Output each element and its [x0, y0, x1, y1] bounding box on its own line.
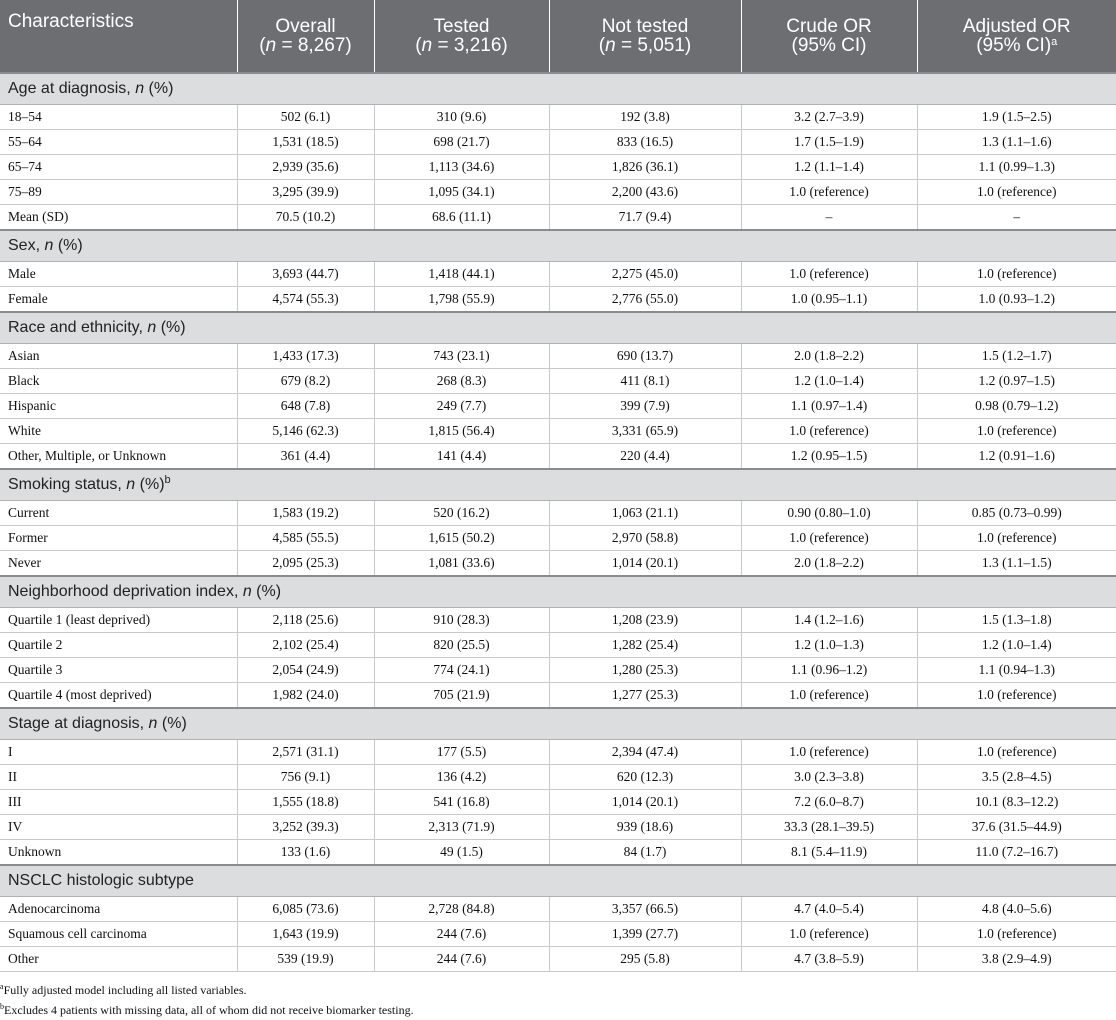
- overall-cell: 3,252 (39.3): [237, 815, 374, 840]
- not-tested-cell: 1,826 (36.1): [549, 155, 741, 180]
- tested-cell: 49 (1.5): [374, 840, 549, 866]
- overall-cell: 2,054 (24.9): [237, 658, 374, 683]
- adjusted-or-cell: 0.98 (0.79–1.2): [917, 394, 1116, 419]
- row-label: III: [0, 790, 237, 815]
- overall-cell: 2,118 (25.6): [237, 608, 374, 633]
- overall-cell: 2,571 (31.1): [237, 740, 374, 765]
- adjusted-or-cell: 1.0 (reference): [917, 262, 1116, 287]
- adjusted-or-cell: –: [917, 205, 1116, 231]
- table-row: [0, 608, 1116, 633]
- table-row: [0, 287, 1116, 313]
- crude-or-cell: 1.0 (reference): [741, 262, 917, 287]
- header-adjusted-or: Adjusted OR (95% CI)$^a$: [917, 0, 1116, 73]
- tested-cell: 244 (7.6): [374, 922, 549, 947]
- crude-or-cell: 4.7 (4.0–5.4): [741, 897, 917, 922]
- tested-cell: 520 (16.2): [374, 501, 549, 526]
- table-row: [0, 501, 1116, 526]
- section-header: [0, 576, 1116, 608]
- row-label: Asian: [0, 344, 237, 369]
- crude-or-cell: 1.0 (reference): [741, 740, 917, 765]
- not-tested-cell: 3,331 (65.9): [549, 419, 741, 444]
- row-label: 65–74: [0, 155, 237, 180]
- overall-cell: 648 (7.8): [237, 394, 374, 419]
- not-tested-cell: 399 (7.9): [549, 394, 741, 419]
- tested-cell: 244 (7.6): [374, 947, 549, 972]
- table-row: [0, 633, 1116, 658]
- adjusted-or-cell: 1.0 (reference): [917, 419, 1116, 444]
- section-title: Smoking status, n (%)$^b$: [0, 469, 1116, 501]
- crude-or-cell: 1.7 (1.5–1.9): [741, 130, 917, 155]
- crude-or-cell: 7.2 (6.0–8.7): [741, 790, 917, 815]
- not-tested-cell: 833 (16.5): [549, 130, 741, 155]
- crude-or-cell: 0.90 (0.80–1.0): [741, 501, 917, 526]
- adjusted-or-cell: 1.0 (reference): [917, 180, 1116, 205]
- table-row: [0, 658, 1116, 683]
- not-tested-cell: 1,063 (21.1): [549, 501, 741, 526]
- header-crude-or: Crude OR (95% CI): [741, 0, 917, 73]
- table-row: [0, 394, 1116, 419]
- tested-cell: 1,081 (33.6): [374, 551, 549, 577]
- row-label: Current: [0, 501, 237, 526]
- overall-cell: 1,433 (17.3): [237, 344, 374, 369]
- row-label: Black: [0, 369, 237, 394]
- overall-cell: 539 (19.9): [237, 947, 374, 972]
- crude-or-cell: 8.1 (5.4–11.9): [741, 840, 917, 866]
- table-row: [0, 526, 1116, 551]
- tested-cell: 698 (21.7): [374, 130, 549, 155]
- tested-cell: 1,095 (34.1): [374, 180, 549, 205]
- tested-cell: 136 (4.2): [374, 765, 549, 790]
- row-label: Other, Multiple, or Unknown: [0, 444, 237, 470]
- adjusted-or-cell: 1.0 (0.93–1.2): [917, 287, 1116, 313]
- overall-cell: 756 (9.1): [237, 765, 374, 790]
- row-label: White: [0, 419, 237, 444]
- not-tested-cell: 84 (1.7): [549, 840, 741, 866]
- row-label: Other: [0, 947, 237, 972]
- row-label: I: [0, 740, 237, 765]
- adjusted-or-cell: 1.9 (1.5–2.5): [917, 105, 1116, 130]
- not-tested-cell: 1,277 (25.3): [549, 683, 741, 709]
- crude-or-cell: 1.0 (reference): [741, 419, 917, 444]
- crude-or-cell: 4.7 (3.8–5.9): [741, 947, 917, 972]
- footnote-a: $^a$Fully adjusted model including all listed variables.: [0, 982, 247, 997]
- overall-cell: 2,939 (35.6): [237, 155, 374, 180]
- adjusted-or-cell: 1.0 (reference): [917, 683, 1116, 709]
- section-title: NSCLC histologic subtype: [0, 865, 1116, 897]
- not-tested-cell: 1,280 (25.3): [549, 658, 741, 683]
- adjusted-or-cell: 1.0 (reference): [917, 740, 1116, 765]
- row-label: II: [0, 765, 237, 790]
- table-row: [0, 922, 1116, 947]
- tested-cell: 774 (24.1): [374, 658, 549, 683]
- overall-cell: 1,583 (19.2): [237, 501, 374, 526]
- row-label: Quartile 1 (least deprived): [0, 608, 237, 633]
- table-row: [0, 765, 1116, 790]
- row-label: Quartile 3: [0, 658, 237, 683]
- not-tested-cell: 220 (4.4): [549, 444, 741, 470]
- tested-cell: 1,815 (56.4): [374, 419, 549, 444]
- tested-cell: 249 (7.7): [374, 394, 549, 419]
- table-row: [0, 790, 1116, 815]
- table-row: [0, 419, 1116, 444]
- table-row: [0, 155, 1116, 180]
- crude-or-cell: 1.2 (1.0–1.3): [741, 633, 917, 658]
- not-tested-cell: 295 (5.8): [549, 947, 741, 972]
- table-row: [0, 180, 1116, 205]
- adjusted-or-cell: 0.85 (0.73–0.99): [917, 501, 1116, 526]
- table-row: [0, 262, 1116, 287]
- adjusted-or-cell: 11.0 (7.2–16.7): [917, 840, 1116, 866]
- footnote-b: $^b$Excludes 4 patients with missing data, all of whom did not receive biomarker testing.: [0, 1002, 414, 1017]
- tested-cell: 1,798 (55.9): [374, 287, 549, 313]
- adjusted-or-cell: 1.2 (0.97–1.5): [917, 369, 1116, 394]
- table-row: [0, 897, 1116, 922]
- row-label: Adenocarcinoma: [0, 897, 237, 922]
- crude-or-cell: 1.1 (0.97–1.4): [741, 394, 917, 419]
- not-tested-cell: 71.7 (9.4): [549, 205, 741, 231]
- adjusted-or-cell: 1.0 (reference): [917, 526, 1116, 551]
- not-tested-cell: 1,208 (23.9): [549, 608, 741, 633]
- table-row: [0, 444, 1116, 470]
- tested-cell: 2,313 (71.9): [374, 815, 549, 840]
- crude-or-cell: 2.0 (1.8–2.2): [741, 344, 917, 369]
- not-tested-cell: 690 (13.7): [549, 344, 741, 369]
- table-row: [0, 130, 1116, 155]
- crude-or-cell: 2.0 (1.8–2.2): [741, 551, 917, 577]
- adjusted-or-cell: 1.3 (1.1–1.5): [917, 551, 1116, 577]
- section-header: [0, 865, 1116, 897]
- section-title: Sex, n (%): [0, 230, 1116, 262]
- section-title: Neighborhood deprivation index, n (%): [0, 576, 1116, 608]
- overall-cell: 361 (4.4): [237, 444, 374, 470]
- table-row: [0, 551, 1116, 577]
- row-label: IV: [0, 815, 237, 840]
- table-row: [0, 683, 1116, 709]
- row-label: Quartile 2: [0, 633, 237, 658]
- not-tested-cell: 2,275 (45.0): [549, 262, 741, 287]
- tested-cell: 2,728 (84.8): [374, 897, 549, 922]
- table-body: [0, 73, 1116, 972]
- overall-cell: 4,585 (55.5): [237, 526, 374, 551]
- overall-cell: 3,295 (39.9): [237, 180, 374, 205]
- adjusted-or-cell: 37.6 (31.5–44.9): [917, 815, 1116, 840]
- adjusted-or-cell: 1.5 (1.2–1.7): [917, 344, 1116, 369]
- adjusted-or-cell: 1.3 (1.1–1.6): [917, 130, 1116, 155]
- row-label: Unknown: [0, 840, 237, 866]
- not-tested-cell: 2,776 (55.0): [549, 287, 741, 313]
- not-tested-cell: 192 (3.8): [549, 105, 741, 130]
- section-title: Stage at diagnosis, n (%): [0, 708, 1116, 740]
- not-tested-cell: 2,200 (43.6): [549, 180, 741, 205]
- crude-or-cell: 33.3 (28.1–39.5): [741, 815, 917, 840]
- not-tested-cell: 2,394 (47.4): [549, 740, 741, 765]
- table-row: [0, 344, 1116, 369]
- not-tested-cell: 1,399 (27.7): [549, 922, 741, 947]
- tested-cell: 268 (8.3): [374, 369, 549, 394]
- row-label: Mean (SD): [0, 205, 237, 231]
- tested-cell: 910 (28.3): [374, 608, 549, 633]
- adjusted-or-cell: 1.5 (1.3–1.8): [917, 608, 1116, 633]
- header-not-tested: Not tested (n = 5,051): [549, 0, 741, 73]
- header-overall: Overall (n = 8,267): [237, 0, 374, 73]
- adjusted-or-cell: 4.8 (4.0–5.6): [917, 897, 1116, 922]
- row-label: Never: [0, 551, 237, 577]
- overall-cell: 70.5 (10.2): [237, 205, 374, 231]
- header-row: [0, 0, 1116, 73]
- section-header: [0, 708, 1116, 740]
- adjusted-or-cell: 3.5 (2.8–4.5): [917, 765, 1116, 790]
- header-tested: Tested (n = 3,216): [374, 0, 549, 73]
- adjusted-or-cell: 1.0 (reference): [917, 922, 1116, 947]
- row-label: Former: [0, 526, 237, 551]
- tested-cell: 68.6 (11.1): [374, 205, 549, 231]
- crude-or-cell: 1.2 (1.0–1.4): [741, 369, 917, 394]
- crude-or-cell: 1.0 (0.95–1.1): [741, 287, 917, 313]
- row-label: 18–54: [0, 105, 237, 130]
- row-label: Male: [0, 262, 237, 287]
- overall-cell: 2,095 (25.3): [237, 551, 374, 577]
- not-tested-cell: 3,357 (66.5): [549, 897, 741, 922]
- overall-cell: 679 (8.2): [237, 369, 374, 394]
- tested-cell: 743 (23.1): [374, 344, 549, 369]
- overall-cell: 6,085 (73.6): [237, 897, 374, 922]
- row-label: Squamous cell carcinoma: [0, 922, 237, 947]
- section-header: [0, 230, 1116, 262]
- row-label: Hispanic: [0, 394, 237, 419]
- adjusted-or-cell: 1.1 (0.94–1.3): [917, 658, 1116, 683]
- table-row: [0, 947, 1116, 972]
- row-label: 55–64: [0, 130, 237, 155]
- overall-cell: 1,555 (18.8): [237, 790, 374, 815]
- not-tested-cell: 1,282 (25.4): [549, 633, 741, 658]
- row-label: Female: [0, 287, 237, 313]
- overall-cell: 2,102 (25.4): [237, 633, 374, 658]
- table-row: [0, 815, 1116, 840]
- crude-or-cell: 1.2 (1.1–1.4): [741, 155, 917, 180]
- tested-cell: 1,615 (50.2): [374, 526, 549, 551]
- section-header: [0, 469, 1116, 501]
- adjusted-or-cell: 10.1 (8.3–12.2): [917, 790, 1116, 815]
- tested-cell: 141 (4.4): [374, 444, 549, 470]
- section-header: [0, 312, 1116, 344]
- not-tested-cell: 939 (18.6): [549, 815, 741, 840]
- crude-or-cell: 1.4 (1.2–1.6): [741, 608, 917, 633]
- header-characteristics: Characteristics: [0, 0, 237, 73]
- overall-cell: 1,531 (18.5): [237, 130, 374, 155]
- crude-or-cell: –: [741, 205, 917, 231]
- section-title: Age at diagnosis, n (%): [0, 73, 1116, 105]
- overall-cell: 5,146 (62.3): [237, 419, 374, 444]
- not-tested-cell: 2,970 (58.8): [549, 526, 741, 551]
- section-title: Race and ethnicity, n (%): [0, 312, 1116, 344]
- crude-or-cell: 1.0 (reference): [741, 922, 917, 947]
- tested-cell: 1,113 (34.6): [374, 155, 549, 180]
- row-label: Quartile 4 (most deprived): [0, 683, 237, 709]
- not-tested-cell: 411 (8.1): [549, 369, 741, 394]
- adjusted-or-cell: 1.2 (1.0–1.4): [917, 633, 1116, 658]
- section-header: [0, 73, 1116, 105]
- tested-cell: 310 (9.6): [374, 105, 549, 130]
- crude-or-cell: 1.2 (0.95–1.5): [741, 444, 917, 470]
- overall-cell: 133 (1.6): [237, 840, 374, 866]
- tested-cell: 541 (16.8): [374, 790, 549, 815]
- crude-or-cell: 1.1 (0.96–1.2): [741, 658, 917, 683]
- table-row: [0, 369, 1116, 394]
- footnotes: [0, 972, 1116, 1020]
- tested-cell: 820 (25.5): [374, 633, 549, 658]
- overall-cell: 3,693 (44.7): [237, 262, 374, 287]
- tested-cell: 177 (5.5): [374, 740, 549, 765]
- crude-or-cell: 3.2 (2.7–3.9): [741, 105, 917, 130]
- table-row: [0, 105, 1116, 130]
- table-row: [0, 840, 1116, 866]
- not-tested-cell: 1,014 (20.1): [549, 551, 741, 577]
- adjusted-or-cell: 3.8 (2.9–4.9): [917, 947, 1116, 972]
- row-label: 75–89: [0, 180, 237, 205]
- overall-cell: 1,982 (24.0): [237, 683, 374, 709]
- adjusted-or-cell: 1.1 (0.99–1.3): [917, 155, 1116, 180]
- tested-cell: 705 (21.9): [374, 683, 549, 709]
- table-row: [0, 205, 1116, 231]
- crude-or-cell: 1.0 (reference): [741, 180, 917, 205]
- overall-cell: 4,574 (55.3): [237, 287, 374, 313]
- crude-or-cell: 1.0 (reference): [741, 526, 917, 551]
- crude-or-cell: 1.0 (reference): [741, 683, 917, 709]
- overall-cell: 502 (6.1): [237, 105, 374, 130]
- not-tested-cell: 1,014 (20.1): [549, 790, 741, 815]
- overall-cell: 1,643 (19.9): [237, 922, 374, 947]
- not-tested-cell: 620 (12.3): [549, 765, 741, 790]
- table-row: [0, 740, 1116, 765]
- adjusted-or-cell: 1.2 (0.91–1.6): [917, 444, 1116, 470]
- tested-cell: 1,418 (44.1): [374, 262, 549, 287]
- crude-or-cell: 3.0 (2.3–3.8): [741, 765, 917, 790]
